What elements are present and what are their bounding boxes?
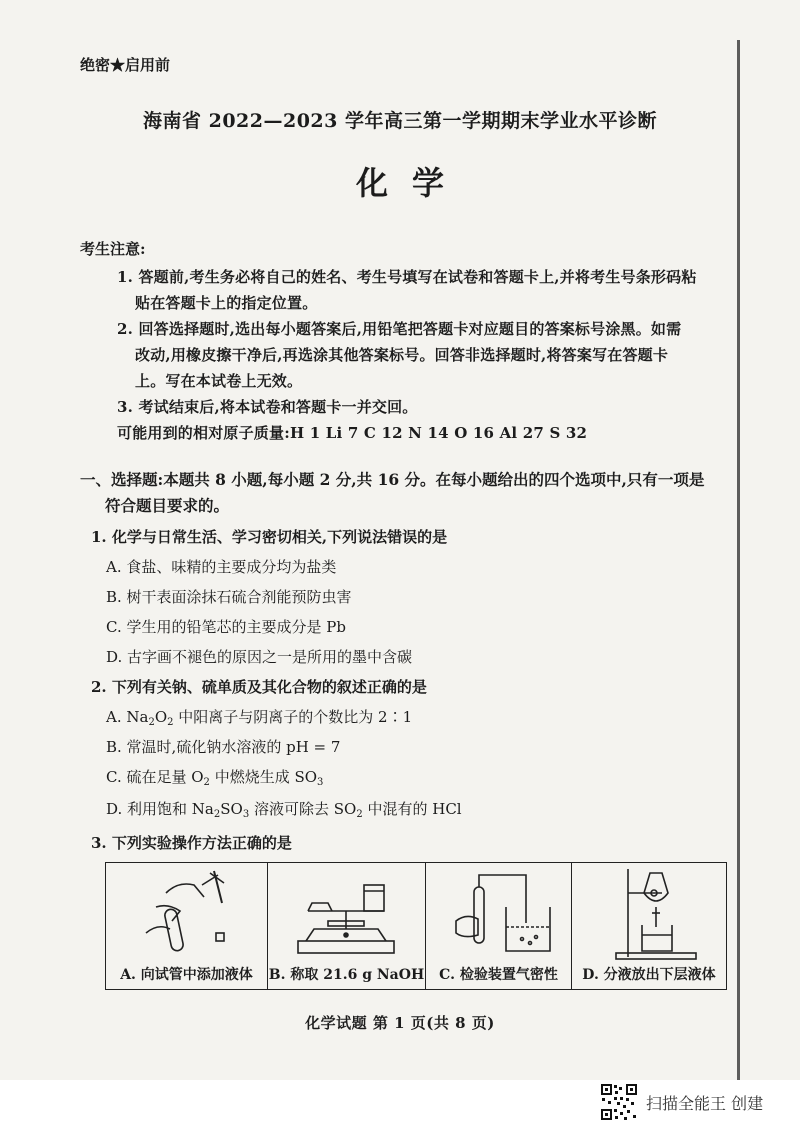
qr-code-icon xyxy=(600,1083,638,1121)
confidential-label: 绝密★启用前 xyxy=(80,56,171,74)
question-1-option-d: D. 古字画不褪色的原因之一是所用的墨中含碳 xyxy=(106,648,413,666)
question-2-option-a: A. $Na_2O_2$ 中阳离子与阴离子的个数比为 2∶1 xyxy=(106,708,413,728)
figure-cell-d xyxy=(572,863,726,989)
note-line: 3. 考试结束后,将本试卷和答题卡一并交回。 xyxy=(117,398,418,416)
airtightness-setup-icon xyxy=(426,863,572,963)
note-line: 贴在答题卡上的指定位置。 xyxy=(135,294,318,312)
question-2-stem: 2. 下列有关钠、硫单质及其化合物的叙述正确的是 xyxy=(91,678,427,696)
note-line: 上。写在本试卷上无效。 xyxy=(135,372,303,390)
section-heading: 一、选择题:本题共 8 小题,每小题 2 分,共 16 分。在每小题给出的四个选项中,只有一项是 xyxy=(80,470,705,489)
caption-d: D. 分液放出下层液体 xyxy=(582,967,716,983)
separatory-funnel-icon xyxy=(572,863,726,963)
question-2-option-c: C. 硫在足量 $O_2$ 中燃烧生成 $SO_3$ xyxy=(106,768,324,788)
caption-a: A. 向试管中添加液体 xyxy=(120,967,253,983)
note-line: 改动,用橡皮擦干净后,再选涂其他答案标号。回答非选择题时,将答案写在答题卡 xyxy=(135,346,669,364)
figure-cell-c xyxy=(426,863,572,989)
note-line: 1. 答题前,考生务必将自己的姓名、考生号填写在试卷和答题卡上,并将考生号条形码粘 xyxy=(117,268,697,286)
caption-c: C. 检验装置气密性 xyxy=(439,967,558,983)
section-heading-cont: 符合题目要求的。 xyxy=(105,496,230,515)
question-3-stem: 3. 下列实验操作方法正确的是 xyxy=(91,834,292,852)
figure-cell-b xyxy=(268,863,426,989)
note-line: 2. 回答选择题时,选出每小题答案后,用铅笔把答题卡对应题目的答案标号涂黑。如需 xyxy=(117,320,682,338)
question-1-option-c: C. 学生用的铅笔芯的主要成分是 Pb xyxy=(106,618,346,636)
experiment-figure-table xyxy=(105,862,727,990)
question-2-option-d: D. 利用饱和 $Na_2SO_3$ 溶液可除去 $SO_2$ 中混有的 HCl xyxy=(106,800,462,820)
atomic-masses: 可能用到的相对原子质量:H 1 Li 7 C 12 N 14 O 16 Al 27 S 32 xyxy=(117,424,588,442)
exam-title: 海南省 2022—2023 学年高三第一学期期末学业水平诊断 xyxy=(143,110,657,132)
balance-scale-icon xyxy=(268,863,424,963)
dropper-test-tube-icon xyxy=(106,863,266,963)
notes-heading: 考生注意: xyxy=(80,240,146,258)
question-1-option-b: B. 树干表面涂抹石硫合剂能预防虫害 xyxy=(106,588,352,606)
subject-title: 化学 xyxy=(355,164,468,202)
page-footer: 化学试题 第 1 页(共 8 页) xyxy=(305,1014,495,1032)
question-2-option-b: B. 常温时,硫化钠水溶液的 pH = 7 xyxy=(106,738,341,756)
question-1-option-a: A. 食盐、味精的主要成分均为盐类 xyxy=(106,558,337,576)
figure-cell-a xyxy=(106,863,268,989)
caption-b: B. 称取 21.6 g NaOH xyxy=(268,967,425,983)
question-1-stem: 1. 化学与日常生活、学习密切相关,下列说法错误的是 xyxy=(91,528,448,546)
watermark-text: 扫描全能王 创建 xyxy=(646,1094,764,1113)
